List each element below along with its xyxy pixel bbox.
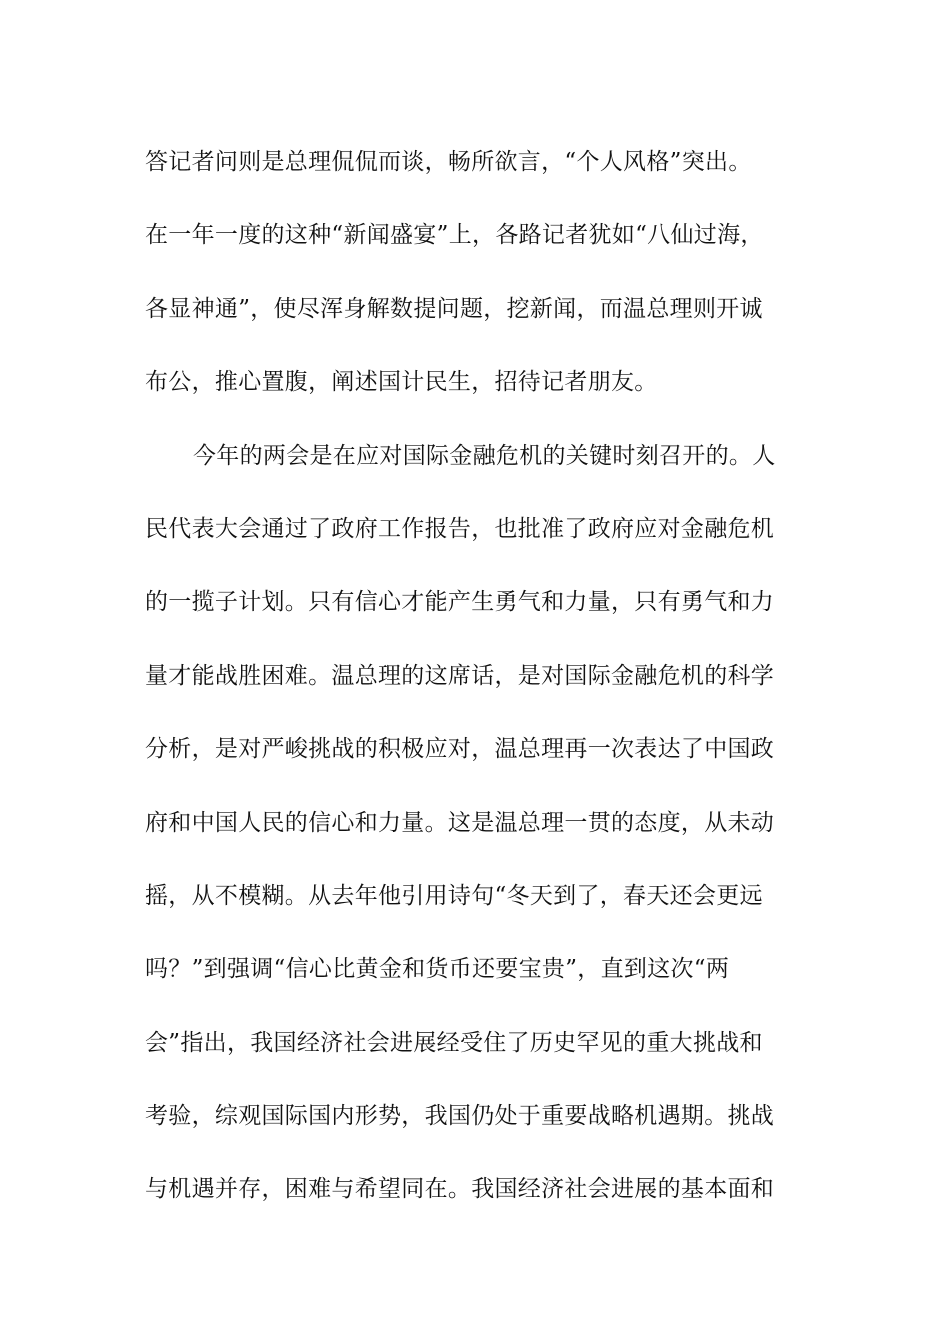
text-line: 量才能战胜困难。温总理的这席话，是对国际金融危机的科学	[145, 662, 775, 689]
text-line: 吗？”到强调“信心比黄金和货币还要宝贵”，直到这次“两	[145, 956, 730, 983]
text-line: 布公，推心置腹，阐述国计民生，招待记者朋友。	[145, 369, 658, 396]
text-line: 会”指出，我国经济社会进展经受住了历史罕见的重大挑战和	[145, 1029, 763, 1056]
text-line: 民代表大会通过了政府工作报告，也批准了政府应对金融危机	[145, 515, 775, 542]
document-body	[145, 126, 835, 1227]
text-line: 考验，综观国际国内形势，我国仍处于重要战略机遇期。挑战	[145, 1103, 775, 1130]
text-line: 摇，从不模糊。从去年他引用诗句“冬天到了，春天还会更远	[145, 882, 763, 909]
text-line: 在一年一度的这种“新闻盛宴”上，各路记者犹如“八仙过海，	[145, 222, 764, 249]
text-line: 各显神通”，使尽浑身解数提问题，挖新闻，而温总理则开诚	[145, 295, 763, 322]
paragraph-start-line: 今年的两会是在应对国际金融危机的关键时刻召开的。人	[193, 442, 776, 469]
text-line: 府和中国人民的信心和力量。这是温总理一贯的态度，从未动	[145, 809, 775, 836]
text-line: 分析，是对严峻挑战的积极应对，温总理再一次表达了中国政	[145, 736, 775, 763]
text-line: 与机遇并存，困难与希望同在。我国经济社会进展的基本面和	[145, 1176, 775, 1203]
text-line: 的一揽子计划。只有信心才能产生勇气和力量，只有勇气和力	[145, 589, 775, 616]
text-line: 答记者问则是总理侃侃而谈，畅所欲言，“个人风格”突出。	[145, 149, 752, 175]
